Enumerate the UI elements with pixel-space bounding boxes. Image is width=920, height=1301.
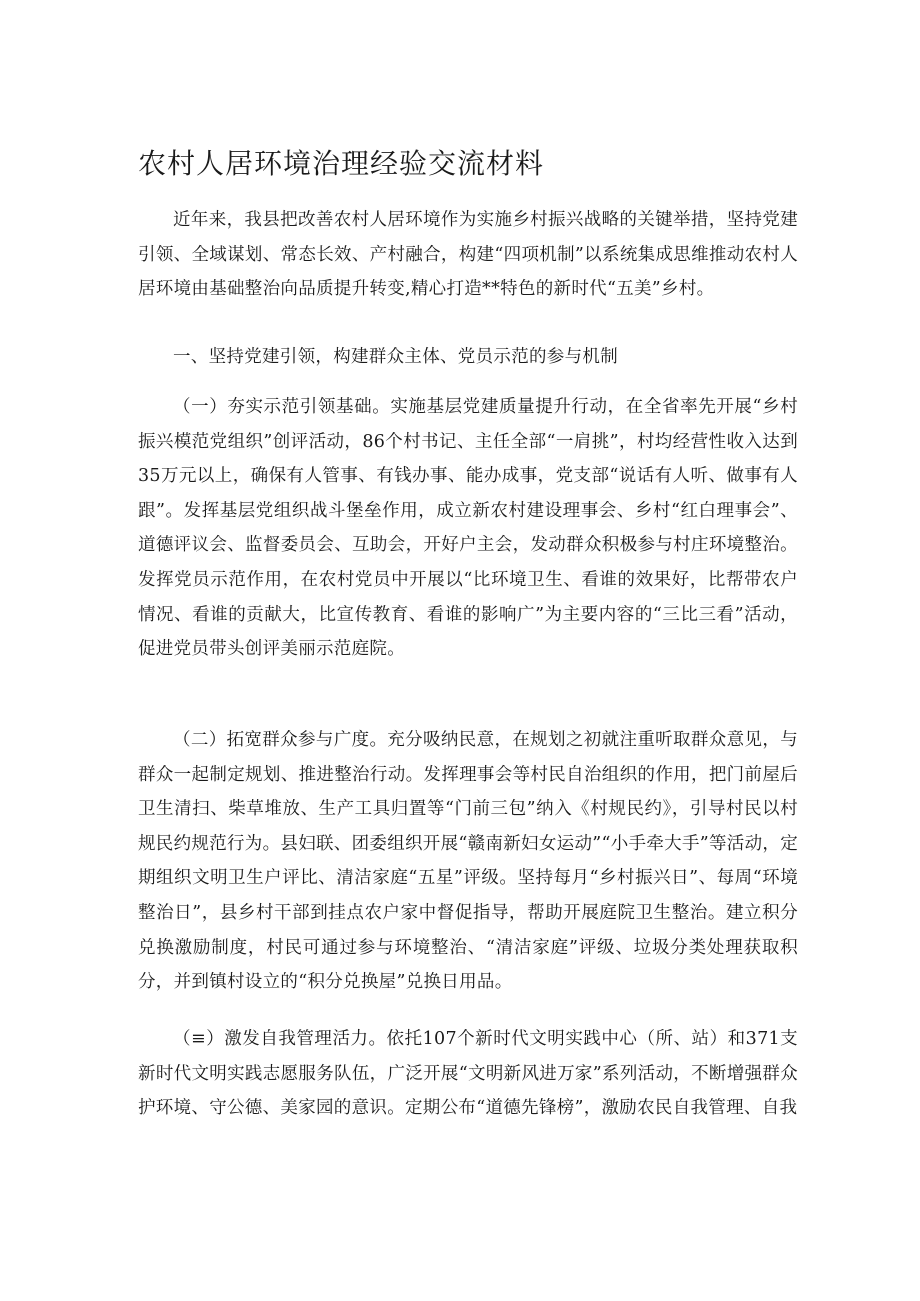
- subsection-2-paragraph: （二）拓宽群众参与广度。充分吸纳民意，在规划之初就注重听取群众意见，与群众一起制定规划、推进整治行动。发挥理事会等村民自治组织的作用，把门前屋后卫生清扫、柴草堆放、生产工具归置等“门前三包”纳入《村规民约》，引导村民以村规民约规范行为。县妇联、团委组织开展“赣南新妇女运动”“小手牵大手”等活动，定期组织文明卫生户评比、清洁家庭“五星”评级。坚持每月“乡村振兴日”、每周“环境整治日”，县乡村干部到挂点农户家中督促指导，帮助开展庭院卫生整治。建立积分兑换激励制度，村民可通过参与环境整治、“清洁家庭”评级、垃圾分类处理获取积分，并到镇村设立的“积分兑换屋”兑换日用品。: [138, 730, 798, 993]
- subsection-3-paragraph: （≡）激发自我管理活力。依托107个新时代文明实践中心（所、站）和371支新时代文明实践志愿服务队伍，广泛开展“文明新风进万家”系列活动，不断增强群众护环境、守公德、美家园的意识。定期公布“道德先锋榜”，激励农民自我管理、自我: [138, 1029, 798, 1119]
- subsection-1-paragraph: （一）夯实示范引领基础。实施基层党建质量提升行动，在全省率先开展“乡村振兴模范党组织”创评活动，86个村书记、主任全部“一肩挑”，村均经营性收入达到35万元以上，确保有人管事、有钱办事、能办成事，党支部“说话有人听、做事有人跟”。发挥基层党组织战斗堡垒作用，成立新农村建设理事会、乡村“红白理事会”、道德评议会、监督委员会、互助会，开好户主会，发动群众积极参与村庄环境整治。发挥党员示范作用，在农村党员中开展以“比环境卫生、看谁的效果好，比帮带农户情况、看谁的贡献大，比宣传教育、看谁的影响广”为主要内容的“三比三看”活动，促进党员带头创评美丽示范庭院。: [138, 397, 798, 660]
- intro-paragraph: 近年来，我县把改善农村人居环境作为实施乡村振兴战略的关键举措，坚持党建引领、全域谋划、常态长效、产村融合，构建“四项机制”以系统集成思维推动农村人居环境由基础整治向品质提升转变,精心打造**特色的新时代“五美”乡村。: [138, 210, 798, 300]
- section-1-heading: 一、坚持党建引领，构建群众主体、党员示范的参与机制: [173, 347, 618, 367]
- document-title: 农村人居环境治理经验交流材料: [138, 147, 545, 180]
